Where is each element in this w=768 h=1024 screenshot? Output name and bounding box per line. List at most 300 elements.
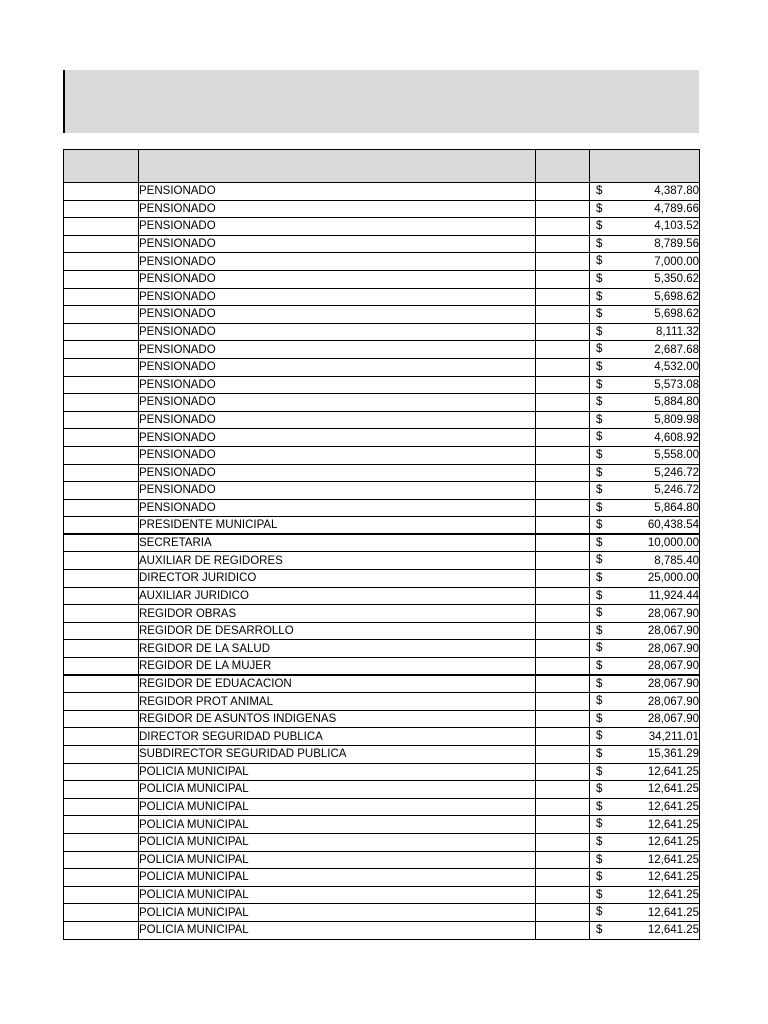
currency-symbol: $ [596, 519, 603, 532]
table-row [64, 640, 700, 658]
blank-cell [536, 570, 590, 588]
table-row [64, 921, 700, 939]
header-cell-number [64, 150, 139, 183]
currency-symbol: $ [596, 642, 603, 655]
position-cell: PENSIONADO [139, 200, 536, 218]
amount-value: 5,573.08 [654, 378, 699, 391]
position-cell: PENSIONADO [139, 394, 536, 412]
amount-value: 28,067.90 [647, 625, 699, 638]
amount-value: 10,000.00 [647, 537, 699, 550]
table-row [64, 358, 700, 376]
position-cell: PRESIDENTE MUNICIPAL [139, 517, 536, 535]
table-row [64, 587, 700, 605]
blank-cell [536, 869, 590, 887]
blank-cell [536, 921, 590, 939]
amount-cell [590, 710, 700, 728]
amount-cell [590, 183, 700, 201]
row-number-cell [64, 570, 139, 588]
blank-cell [536, 499, 590, 517]
currency-symbol: $ [596, 537, 603, 550]
blank-cell [536, 358, 590, 376]
table-row [64, 869, 700, 887]
table-row [64, 622, 700, 640]
blank-cell [536, 253, 590, 271]
row-number-cell [64, 218, 139, 236]
amount-cell [590, 429, 700, 447]
currency-symbol: $ [596, 554, 603, 567]
currency-symbol: $ [596, 871, 603, 884]
table-body [64, 183, 700, 940]
amount-cell [590, 235, 700, 253]
amount-cell [590, 464, 700, 482]
row-number-cell [64, 710, 139, 728]
row-number-cell [64, 675, 139, 693]
currency-symbol: $ [596, 325, 603, 338]
amount-value: 5,698.62 [654, 290, 699, 303]
table-row [64, 376, 700, 394]
position-cell: PENSIONADO [139, 288, 536, 306]
currency-symbol: $ [596, 360, 603, 373]
amount-cell [590, 605, 700, 623]
position-cell: PENSIONADO [139, 323, 536, 341]
position-cell: PENSIONADO [139, 270, 536, 288]
row-number-cell [64, 464, 139, 482]
amount-value: 5,884.80 [654, 396, 699, 409]
row-number-cell [64, 499, 139, 517]
position-cell: REGIDOR DE EDUACACION [139, 675, 536, 693]
position-cell: PENSIONADO [139, 253, 536, 271]
row-number-cell [64, 306, 139, 324]
row-number-cell [64, 394, 139, 412]
amount-cell [590, 270, 700, 288]
position-cell: PENSIONADO [139, 499, 536, 517]
position-cell: POLICIA MUNICIPAL [139, 886, 536, 904]
amount-value: 4,103.52 [654, 220, 699, 233]
row-number-cell [64, 886, 139, 904]
table-row [64, 675, 700, 693]
position-cell: PENSIONADO [139, 376, 536, 394]
row-number-cell [64, 728, 139, 746]
blank-cell [536, 763, 590, 781]
row-number-cell [64, 587, 139, 605]
table-row [64, 288, 700, 306]
title-band [63, 70, 699, 133]
amount-cell [590, 341, 700, 359]
table-row [64, 411, 700, 429]
blank-cell [536, 446, 590, 464]
table-row [64, 429, 700, 447]
amount-cell [590, 570, 700, 588]
amount-value: 5,698.62 [654, 308, 699, 321]
position-cell: REGIDOR DE LA MUJER [139, 658, 536, 676]
table-row [64, 781, 700, 799]
row-number-cell [64, 270, 139, 288]
amount-cell [590, 763, 700, 781]
row-number-cell [64, 552, 139, 570]
blank-cell [536, 218, 590, 236]
amount-value: 8,785.40 [654, 554, 699, 567]
position-cell: DIRECTOR SEGURIDAD PUBLICA [139, 728, 536, 746]
row-number-cell [64, 921, 139, 939]
amount-cell [590, 693, 700, 711]
currency-symbol: $ [596, 378, 603, 391]
position-cell: REGIDOR DE LA SALUD [139, 640, 536, 658]
currency-symbol: $ [596, 501, 603, 514]
currency-symbol: $ [596, 484, 603, 497]
amount-value: 5,350.62 [654, 273, 699, 286]
amount-cell [590, 781, 700, 799]
blank-cell [536, 710, 590, 728]
position-cell: PENSIONADO [139, 446, 536, 464]
amount-value: 28,067.90 [647, 607, 699, 620]
row-number-cell [64, 534, 139, 552]
amount-value: 8,789.56 [654, 238, 699, 251]
position-cell: AUXILIAR DE REGIDORES [139, 552, 536, 570]
table-row [64, 710, 700, 728]
amount-cell [590, 675, 700, 693]
amount-cell [590, 288, 700, 306]
blank-cell [536, 675, 590, 693]
currency-symbol: $ [596, 818, 603, 831]
position-cell: PENSIONADO [139, 358, 536, 376]
row-number-cell [64, 200, 139, 218]
position-cell: PENSIONADO [139, 235, 536, 253]
row-number-cell [64, 605, 139, 623]
currency-symbol: $ [596, 800, 603, 813]
currency-symbol: $ [596, 906, 603, 919]
blank-cell [536, 622, 590, 640]
table-row [64, 904, 700, 922]
table-row [64, 270, 700, 288]
position-cell: PENSIONADO [139, 183, 536, 201]
table-row [64, 253, 700, 271]
currency-symbol: $ [596, 853, 603, 866]
currency-symbol: $ [596, 185, 603, 197]
table-row [64, 218, 700, 236]
currency-symbol: $ [596, 589, 603, 602]
blank-cell [536, 323, 590, 341]
position-cell: DIRECTOR JURIDICO [139, 570, 536, 588]
amount-cell [590, 886, 700, 904]
table-row [64, 235, 700, 253]
row-number-cell [64, 763, 139, 781]
currency-symbol: $ [596, 466, 603, 479]
blank-cell [536, 833, 590, 851]
amount-cell [590, 394, 700, 412]
blank-cell [536, 904, 590, 922]
header-cell-blank [536, 150, 590, 183]
row-number-cell [64, 746, 139, 764]
blank-cell [536, 728, 590, 746]
table-row [64, 200, 700, 218]
table-row [64, 306, 700, 324]
row-number-cell [64, 446, 139, 464]
amount-cell [590, 587, 700, 605]
header-cell-position [139, 150, 536, 183]
amount-value: 8,111.32 [655, 326, 699, 339]
blank-cell [536, 517, 590, 535]
table-row [64, 728, 700, 746]
table-row [64, 851, 700, 869]
amount-value: 4,532.00 [654, 361, 699, 374]
amount-cell [590, 200, 700, 218]
amount-value: 4,387.80 [654, 185, 699, 198]
table-row [64, 746, 700, 764]
amount-cell [590, 640, 700, 658]
currency-symbol: $ [596, 396, 603, 409]
amount-value: 60,438.54 [647, 519, 699, 532]
position-cell: PENSIONADO [139, 218, 536, 236]
amount-cell [590, 323, 700, 341]
amount-value: 12,641.25 [647, 818, 699, 831]
blank-cell [536, 482, 590, 500]
amount-cell [590, 306, 700, 324]
amount-value: 28,067.90 [647, 695, 699, 708]
position-cell: REGIDOR PROT ANIMAL [139, 693, 536, 711]
amount-value: 12,641.25 [647, 836, 699, 849]
amount-cell [590, 376, 700, 394]
row-number-cell [64, 376, 139, 394]
amount-cell [590, 358, 700, 376]
amount-value: 12,641.25 [647, 765, 699, 778]
row-number-cell [64, 235, 139, 253]
currency-symbol: $ [596, 413, 603, 426]
amount-cell [590, 517, 700, 535]
row-number-cell [64, 781, 139, 799]
row-number-cell [64, 288, 139, 306]
row-number-cell [64, 798, 139, 816]
position-cell: POLICIA MUNICIPAL [139, 921, 536, 939]
amount-value: 15,361.29 [647, 748, 699, 761]
amount-value: 11,924.44 [648, 589, 699, 602]
row-number-cell [64, 816, 139, 834]
table-row [64, 394, 700, 412]
table-row [64, 658, 700, 676]
blank-cell [536, 534, 590, 552]
row-number-cell [64, 904, 139, 922]
amount-cell [590, 658, 700, 676]
position-cell: POLICIA MUNICIPAL [139, 904, 536, 922]
blank-cell [536, 429, 590, 447]
table-row [64, 886, 700, 904]
row-number-cell [64, 517, 139, 535]
currency-symbol: $ [596, 835, 603, 848]
amount-cell [590, 816, 700, 834]
blank-cell [536, 552, 590, 570]
table-row [64, 482, 700, 500]
table-row [64, 552, 700, 570]
amount-cell [590, 728, 700, 746]
position-cell: PENSIONADO [139, 482, 536, 500]
position-cell: PENSIONADO [139, 341, 536, 359]
amount-value: 5,558.00 [654, 449, 699, 462]
row-number-cell [64, 253, 139, 271]
currency-symbol: $ [596, 572, 603, 585]
amount-value: 2,687.68 [654, 343, 699, 356]
amount-cell [590, 746, 700, 764]
amount-value: 7,000.00 [654, 255, 699, 268]
amount-value: 28,067.90 [647, 678, 699, 691]
amount-cell [590, 218, 700, 236]
amount-cell [590, 534, 700, 552]
amount-cell [590, 253, 700, 271]
amount-value: 5,864.80 [654, 501, 699, 514]
position-cell: REGIDOR DE DESARROLLO [139, 622, 536, 640]
amount-cell [590, 851, 700, 869]
amount-value: 25,000.00 [647, 572, 699, 585]
amount-value: 12,641.25 [647, 906, 699, 919]
blank-cell [536, 306, 590, 324]
amount-cell [590, 482, 700, 500]
amount-cell [590, 904, 700, 922]
table-row [64, 446, 700, 464]
amount-value: 28,067.90 [647, 713, 699, 726]
amount-value: 4,608.92 [654, 431, 699, 444]
position-cell: REGIDOR DE ASUNTOS INDIGENAS [139, 710, 536, 728]
amount-value: 12,641.25 [647, 871, 699, 884]
blank-cell [536, 411, 590, 429]
position-cell: POLICIA MUNICIPAL [139, 781, 536, 799]
currency-symbol: $ [596, 290, 603, 303]
blank-cell [536, 235, 590, 253]
amount-value: 5,809.98 [654, 414, 699, 427]
blank-cell [536, 781, 590, 799]
row-number-cell [64, 323, 139, 341]
amount-cell [590, 411, 700, 429]
currency-symbol: $ [596, 220, 603, 233]
amount-cell [590, 499, 700, 517]
row-number-cell [64, 341, 139, 359]
blank-cell [536, 816, 590, 834]
amount-value: 12,641.25 [647, 889, 699, 902]
amount-value: 4,789.66 [654, 202, 699, 215]
table-row [64, 605, 700, 623]
currency-symbol: $ [596, 712, 603, 725]
blank-cell [536, 658, 590, 676]
row-number-cell [64, 183, 139, 201]
amount-cell [590, 798, 700, 816]
row-number-cell [64, 869, 139, 887]
position-cell: SECRETARIA [139, 534, 536, 552]
table-row [64, 183, 700, 201]
blank-cell [536, 693, 590, 711]
position-cell: AUXILIAR JURIDICO [139, 587, 536, 605]
position-cell: POLICIA MUNICIPAL [139, 763, 536, 781]
table-row [64, 693, 700, 711]
position-cell: POLICIA MUNICIPAL [139, 833, 536, 851]
blank-cell [536, 183, 590, 201]
position-cell: REGIDOR OBRAS [139, 605, 536, 623]
currency-symbol: $ [596, 624, 603, 637]
row-number-cell [64, 429, 139, 447]
position-cell: POLICIA MUNICIPAL [139, 816, 536, 834]
row-number-cell [64, 640, 139, 658]
blank-cell [536, 851, 590, 869]
currency-symbol: $ [596, 888, 603, 901]
amount-cell [590, 921, 700, 939]
row-number-cell [64, 658, 139, 676]
currency-symbol: $ [596, 272, 603, 285]
blank-cell [536, 376, 590, 394]
row-number-cell [64, 358, 139, 376]
amount-value: 34,211.01 [648, 730, 699, 743]
table-row [64, 517, 700, 535]
row-number-cell [64, 833, 139, 851]
blank-cell [536, 288, 590, 306]
amount-value: 12,641.25 [647, 924, 699, 937]
table-row [64, 816, 700, 834]
position-cell: PENSIONADO [139, 306, 536, 324]
header-cell-amount [590, 150, 700, 183]
position-cell: PENSIONADO [139, 429, 536, 447]
blank-cell [536, 746, 590, 764]
currency-symbol: $ [596, 255, 603, 268]
blank-cell [536, 464, 590, 482]
position-cell: POLICIA MUNICIPAL [139, 869, 536, 887]
table-row [64, 798, 700, 816]
amount-cell [590, 833, 700, 851]
row-number-cell [64, 622, 139, 640]
amount-value: 12,641.25 [647, 801, 699, 814]
currency-symbol: $ [596, 783, 603, 796]
blank-cell [536, 394, 590, 412]
payroll-table [63, 149, 700, 940]
currency-symbol: $ [596, 765, 603, 778]
currency-symbol: $ [596, 678, 603, 691]
position-cell: PENSIONADO [139, 411, 536, 429]
row-number-cell [64, 851, 139, 869]
position-cell: PENSIONADO [139, 464, 536, 482]
table-row [64, 464, 700, 482]
amount-value: 28,067.90 [647, 660, 699, 673]
currency-symbol: $ [596, 431, 603, 444]
amount-cell [590, 622, 700, 640]
currency-symbol: $ [596, 448, 603, 461]
currency-symbol: $ [596, 923, 603, 936]
row-number-cell [64, 693, 139, 711]
currency-symbol: $ [596, 607, 603, 620]
amount-value: 12,641.25 [647, 783, 699, 796]
amount-cell [590, 552, 700, 570]
blank-cell [536, 341, 590, 359]
blank-cell [536, 270, 590, 288]
table-row [64, 499, 700, 517]
blank-cell [536, 200, 590, 218]
currency-symbol: $ [596, 660, 603, 673]
position-cell: POLICIA MUNICIPAL [139, 798, 536, 816]
currency-symbol: $ [596, 237, 603, 250]
row-number-cell [64, 482, 139, 500]
position-cell: SUBDIRECTOR SEGURIDAD PUBLICA [139, 746, 536, 764]
header-row [64, 150, 700, 183]
currency-symbol: $ [596, 748, 603, 760]
table-row [64, 323, 700, 341]
blank-cell [536, 605, 590, 623]
row-number-cell [64, 411, 139, 429]
currency-symbol: $ [596, 202, 603, 215]
amount-value: 5,246.72 [654, 466, 699, 479]
blank-cell [536, 640, 590, 658]
currency-symbol: $ [596, 343, 603, 356]
currency-symbol: $ [596, 308, 603, 321]
currency-symbol: $ [596, 695, 603, 708]
amount-value: 12,641.25 [647, 853, 699, 866]
amount-value: 28,067.90 [647, 642, 699, 655]
amount-cell [590, 869, 700, 887]
blank-cell [536, 798, 590, 816]
blank-cell [536, 587, 590, 605]
table-row [64, 570, 700, 588]
